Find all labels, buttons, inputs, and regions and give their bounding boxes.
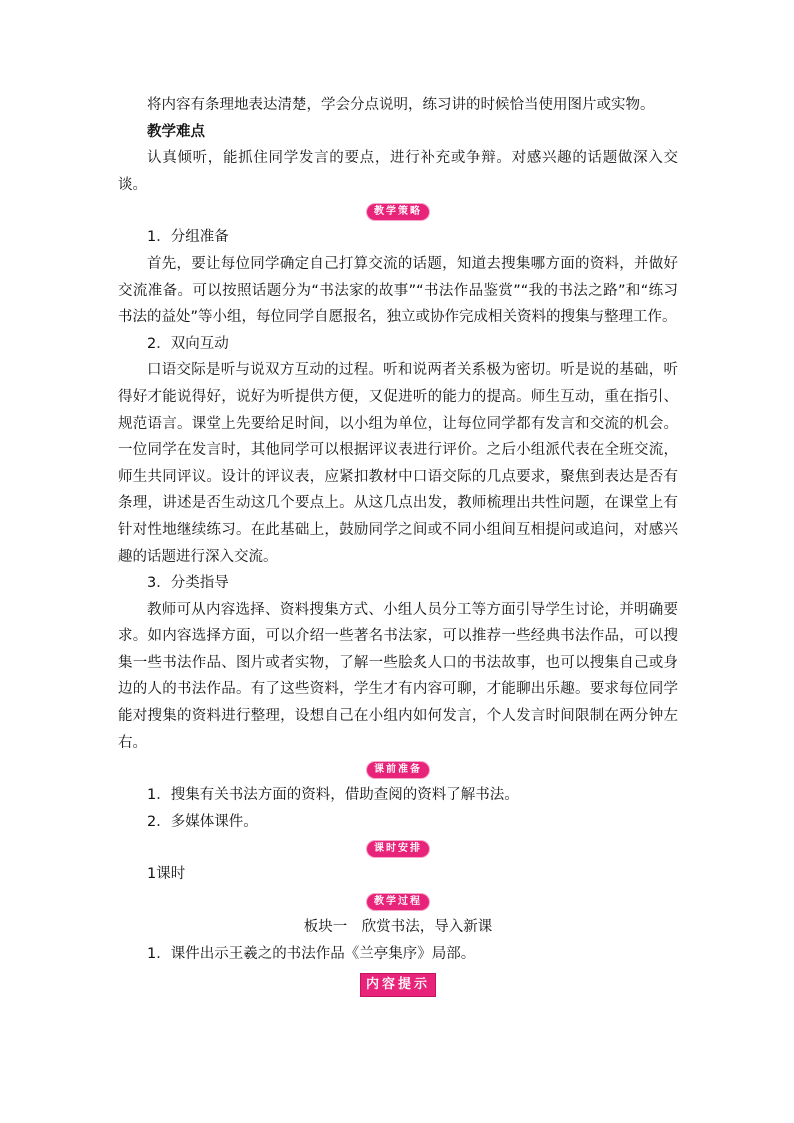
block1-item: 1．课件出示王羲之的书法作品《兰亭集序》局部。 xyxy=(147,945,476,962)
prep-item: 1．搜集有关书法方面的资料，借助查阅的资料了解书法。 xyxy=(147,787,519,804)
section3-heading: 3．分类指导 xyxy=(147,575,229,592)
process-banner: 教学过程 xyxy=(367,894,429,910)
strategy-banner-wrap xyxy=(118,198,678,224)
difficulty-heading: 教学难点 xyxy=(147,123,205,140)
block1-heading: 板块一 欣赏书法，导入新课 xyxy=(303,919,493,936)
section1-heading: 1．分组准备 xyxy=(147,229,229,246)
strategy-banner: 教学策略 xyxy=(367,204,429,220)
section3-paragraph: 教师可从内容选择、资料搜集方式、小组人员分工等方面引导学生讨论，并明确要求。如内容选择方面，可以介绍一些著名书法家，可以推荐一些经典书法作品，可以搜集一些书法作品、图片或者实物，了解一些脍炙人口的书法故事，也可以搜集自己或身边的人的书法作品。有了这些资料，学生才有内容可聊，才能聊出乐趣。要求每位同学能对搜集的资料进行整理，设想自己在小组内如何发言，个人发言时间限制在两分钟左右。 xyxy=(118,601,678,751)
schedule-text: 1课时 xyxy=(147,866,186,883)
content-banner-wrap xyxy=(118,967,678,997)
process-banner-wrap xyxy=(118,888,678,914)
prep-banner: 课前准备 xyxy=(367,762,429,778)
document-page xyxy=(118,92,678,997)
content-hint-banner: 内容提示 xyxy=(360,973,436,997)
section2-paragraph: 口语交际是听与说双方互动的过程。听和说两者关系极为密切。听是说的基础，听得好才能说得好，说好为听提供方便，又促进听的能力的提高。师生互动，重在指引、规范语言。课堂上先要给足时间，以小组为单位，让每位同学都有发言和交流的机会。一位同学在发言时，其他同学可以根据评议表进行评价。之后小组派代表在全班交流，师生共同评议。设计的评议表，应紧扣教材中口语交际的几点要求，聚焦到表达是否有条理，讲述是否生动这几个要点上。从这几点出发，教师梳理出共性问题，在课堂上有针对性地继续练习。在此基础上，鼓励同学之间或不同小组间互相提问或追问，对感兴趣的话题进行深入交流。 xyxy=(118,362,678,565)
prep-banner-wrap xyxy=(118,756,678,782)
prep-item: 2．多媒体课件。 xyxy=(147,813,258,830)
section2-heading: 2．双向互动 xyxy=(147,335,229,352)
schedule-banner: 课时安排 xyxy=(367,841,429,857)
schedule-banner-wrap xyxy=(118,835,678,861)
section1-paragraph: 首先，要让每位同学确定自己打算交流的话题，知道去搜集哪方面的资料，并做好交流准备。可以按照话题分为“书法家的故事”“书法作品鉴赏”“我的书法之路”和“练习书法的益处”等小组，每位同学自愿报名，独立或协作完成相关资料的搜集与整理工作。 xyxy=(118,255,678,326)
difficulty-paragraph: 认真倾听，能抓住同学发言的要点，进行补充或争辩。对感兴趣的话题做深入交谈。 xyxy=(118,150,678,193)
intro-paragraph: 将内容有条理地表达清楚，学会分点说明，练习讲的时候恰当使用图片或实物。 xyxy=(147,97,655,113)
